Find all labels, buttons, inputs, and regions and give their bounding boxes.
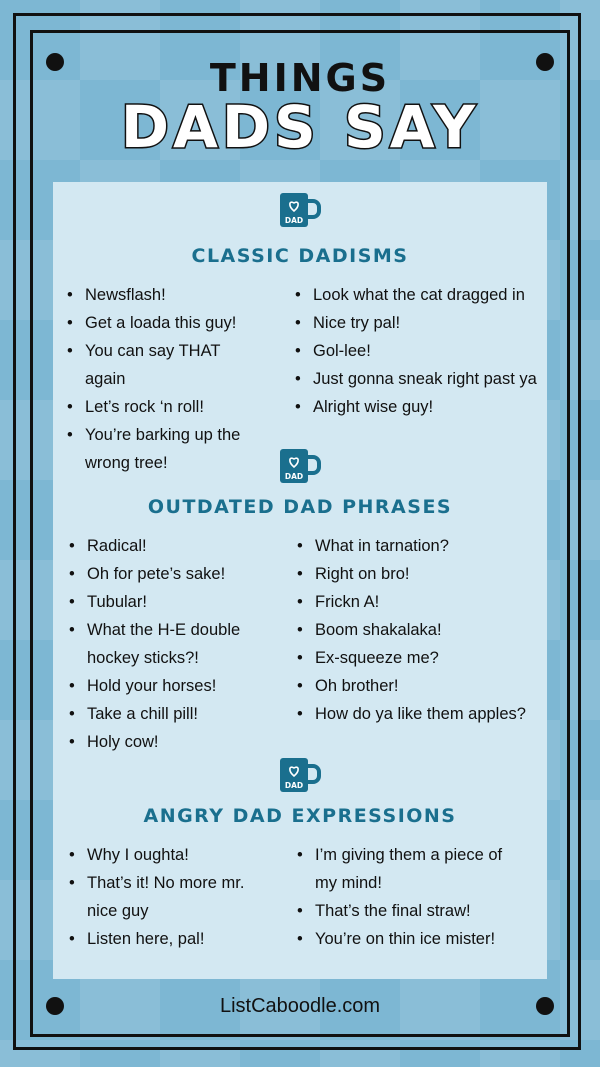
list-item: • Get a loada this guy! — [67, 309, 263, 337]
list-item: • What in tarnation? — [297, 532, 543, 560]
dad-mug-icon — [279, 757, 321, 795]
list-item: • Hold your horses! — [69, 672, 259, 700]
list-angry-left — [69, 841, 259, 953]
mug-label: DAD — [284, 472, 304, 481]
list-item: • Gol-lee! — [295, 337, 543, 365]
list-classic-right — [295, 281, 543, 421]
list-item: • Look what the cat dragged in — [295, 281, 543, 309]
list-outdated-left — [69, 532, 259, 756]
section-heading-outdated: OUTDATED DAD PHRASES — [147, 496, 453, 518]
section-heading-classic: CLASSIC DADISMS — [191, 245, 409, 267]
list-item: • Boom shakalaka! — [297, 616, 543, 644]
list-item: • That’s the final straw! — [297, 897, 519, 925]
mug-label: DAD — [284, 781, 304, 790]
list-item: • I’m giving them a piece of my mind! — [297, 841, 519, 897]
list-item: • Newsflash! — [67, 281, 263, 309]
list-item: • You can say THAT again — [67, 337, 263, 393]
list-item: • Radical! — [69, 532, 259, 560]
list-item: • How do ya like them apples? — [297, 700, 543, 728]
list-item: • Oh for pete’s sake! — [69, 560, 259, 588]
list-item: • Right on bro! — [297, 560, 543, 588]
list-item: • Tubular! — [69, 588, 259, 616]
list-item: • Frickn A! — [297, 588, 543, 616]
list-item: • You’re barking up the wrong tree! — [67, 421, 263, 477]
list-item: • Oh brother! — [297, 672, 543, 700]
list-item: • Just gonna sneak right past ya — [295, 365, 543, 393]
list-classic-left — [67, 281, 263, 477]
list-item: • Listen here, pal! — [69, 925, 259, 953]
section-heading-angry: ANGRY DAD EXPRESSIONS — [143, 805, 457, 827]
list-item: • Why I oughta! — [69, 841, 259, 869]
list-item: • Let’s rock ‘n roll! — [67, 393, 263, 421]
list-item: • You’re on thin ice mister! — [297, 925, 519, 953]
list-outdated-right — [297, 532, 543, 728]
list-angry-right — [297, 841, 519, 953]
mug-label: DAD — [284, 216, 304, 225]
list-item: • Take a chill pill! — [69, 700, 259, 728]
title-line-2: DADS SAY — [120, 93, 480, 161]
dad-mug-icon — [279, 448, 321, 486]
list-item: • Ex-squeeze me? — [297, 644, 543, 672]
list-item: • What the H-E double hockey sticks?! — [69, 616, 259, 672]
list-item: • Alright wise guy! — [295, 393, 543, 421]
list-item: • That’s it! No more mr. nice guy — [69, 869, 259, 925]
site-footer-link[interactable]: ListCaboodle.com — [219, 995, 381, 1017]
title-line-1: THINGS — [209, 56, 391, 100]
dad-mug-icon — [279, 192, 321, 230]
list-item: • Holy cow! — [69, 728, 259, 756]
list-item: • Nice try pal! — [295, 309, 543, 337]
